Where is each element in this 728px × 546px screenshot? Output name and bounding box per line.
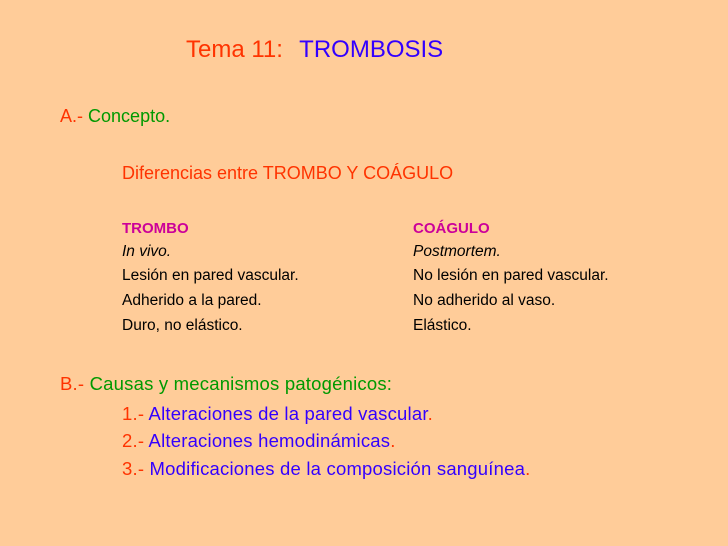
section-b-heading xyxy=(60,373,392,395)
section-b-prefix: B.- xyxy=(60,373,85,394)
differences-heading: Diferencias entre TROMBO Y COÁGULO xyxy=(122,163,454,183)
cause-1-end: . xyxy=(427,403,433,424)
section-a-label: Concepto. xyxy=(88,106,171,126)
cause-item-2 xyxy=(122,430,396,452)
section-a-prefix: A.- xyxy=(60,106,84,126)
title-label: Tema 11: xyxy=(186,36,283,63)
trombo-row-3: Adherido a la pared. xyxy=(122,292,262,309)
coagulo-column-header: COÁGULO xyxy=(413,220,490,237)
cause-1-text: Alteraciones de la pared vascular xyxy=(148,403,428,424)
trombo-row-2: Lesión en pared vascular. xyxy=(122,267,299,284)
cause-3-end: . xyxy=(525,458,531,479)
cause-3-text: Modificaciones de la composición sanguínea xyxy=(149,458,526,479)
coagulo-row-3: No adherido al vaso. xyxy=(413,292,556,309)
section-b-label: Causas y mecanismos patogénicos: xyxy=(89,373,393,394)
cause-item-3 xyxy=(122,458,530,480)
cause-item-1 xyxy=(122,403,433,425)
cause-2-number: 2.- xyxy=(122,430,145,451)
section-a-heading xyxy=(60,106,170,127)
trombo-column-header: TROMBO xyxy=(122,220,189,237)
coagulo-row-4: Elástico. xyxy=(413,317,472,334)
title-topic: TROMBOSIS xyxy=(299,36,444,63)
coagulo-row-2: No lesión en pared vascular. xyxy=(413,267,609,284)
cause-3-number: 3.- xyxy=(122,458,145,479)
coagulo-row-1: Postmortem. xyxy=(413,243,501,260)
slide-title xyxy=(186,36,443,64)
cause-2-text: Alteraciones hemodinámicas xyxy=(148,430,391,451)
trombo-row-1: In vivo. xyxy=(122,243,172,260)
cause-2-end: . xyxy=(390,430,396,451)
cause-1-number: 1.- xyxy=(122,403,145,424)
trombo-row-4: Duro, no elástico. xyxy=(122,317,243,334)
